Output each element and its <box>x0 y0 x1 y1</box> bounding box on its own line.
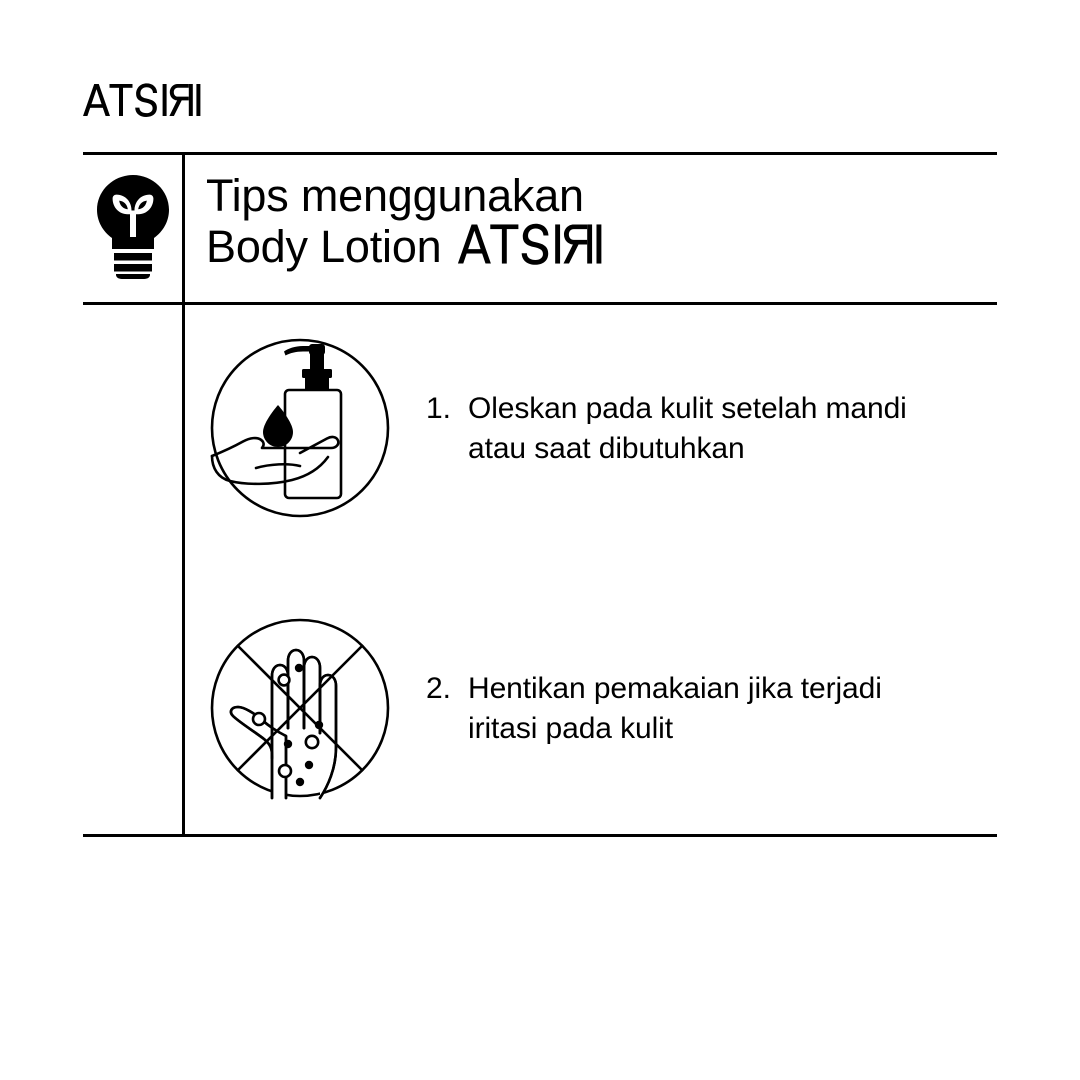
title-line-2 <box>206 221 604 276</box>
title-line-1: Tips menggunakan <box>206 170 584 221</box>
divider-bottom <box>83 834 997 837</box>
atsiri-wordmark-icon <box>83 82 201 118</box>
lightbulb-leaf-icon <box>97 175 169 279</box>
step-1-number: 1. <box>426 392 452 425</box>
step-1-text: Oleskan pada kulit setelah mandi atau saat dibutuhkan <box>468 392 907 465</box>
step-1-figure <box>200 328 400 528</box>
irritated-hand-prohibited-icon <box>200 608 400 808</box>
divider-middle <box>83 302 997 305</box>
title-line-2-prefix: Body Lotion <box>206 221 454 272</box>
step-1-body <box>426 387 938 469</box>
step-item-1 <box>200 328 1000 528</box>
atsiri-wordmark-inline-icon <box>456 222 604 266</box>
hand-with-lotion-bottle-icon <box>200 328 400 528</box>
step-item-2 <box>200 608 1000 808</box>
step-2-figure <box>200 608 400 808</box>
header-icon-cell <box>83 152 182 302</box>
page-title <box>206 170 604 276</box>
step-2-text: Hentikan pemakaian jika terjadi iritasi pada kulit <box>468 672 882 745</box>
brand-logo <box>83 82 201 118</box>
divider-vertical <box>182 152 185 837</box>
divider-top <box>83 152 997 155</box>
step-2-number: 2. <box>426 672 452 705</box>
title-brand-atsiri <box>456 222 604 276</box>
step-2-body <box>426 667 938 749</box>
